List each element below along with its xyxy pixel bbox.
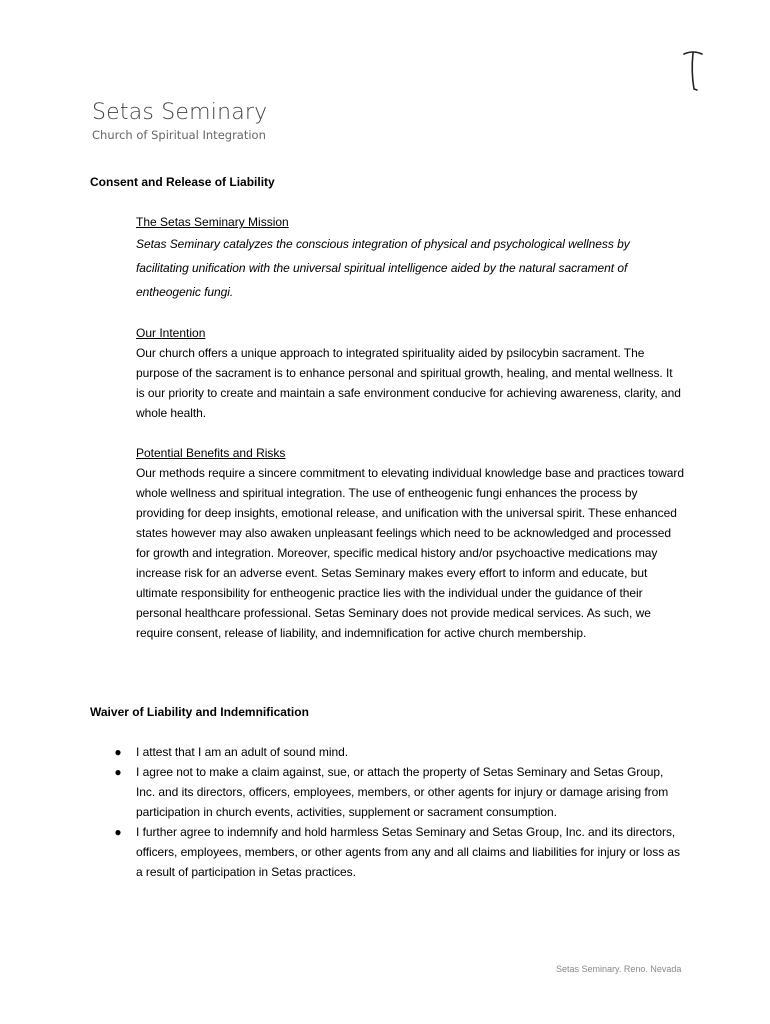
- logo: [92, 100, 267, 142]
- benefits-section: [136, 443, 684, 643]
- logo-name: Setas Seminary: [92, 100, 268, 125]
- benefits-title: Potential Benefits and Risks: [136, 446, 286, 460]
- footer-text: Setas Seminary. Reno. Nevada: [556, 964, 682, 974]
- bullet-icon: ●: [114, 745, 122, 759]
- waiver-item: [112, 742, 684, 762]
- waiver-item: [112, 762, 684, 822]
- waiver-heading: Waiver of Liability and Indemnification: [90, 705, 309, 719]
- waiver-item-text: I agree not to make a claim against, sue, or attach the property of Setas Seminary and Setas Group, Inc. and its directors, officers, employees, members, or other agents for injury or damage arising from participation in church events, activities, supplement or sacrament consumption.: [136, 765, 669, 819]
- waiver-item-text: I further agree to indemnify and hold harmless Setas Seminary and Setas Group, Inc. and its directors, officers, employees, members, or other agents from any and all claims and liabilities for injury or loss as a result of participation in Setas practices.: [136, 825, 680, 879]
- consent-heading: Consent and Release of Liability: [90, 175, 275, 189]
- mission-section: [136, 212, 684, 304]
- mission-text: Setas Seminary catalyzes the conscious integration of physical and psychological wellness by facilitating unification with the universal spiritual intelligence aided by the natural sacrament of entheogenic fungi.: [136, 237, 630, 299]
- waiver-item: [112, 822, 684, 882]
- setas-mark-icon: [682, 50, 704, 92]
- benefits-text: Our methods require a sincere commitment to elevating individual knowledge base and practices toward whole wellness and spiritual integration. The use of entheogenic fungi enhances the process by providing for deep insights, emotional release, and unification with the universal spirit. These enhanced states however may also awaken unpleasant feelings which need to be acknowledged and processed for growth and integration. Moreover, specific medical history and/or psychoactive medications may increase risk for an adverse event. Setas Seminary makes every effort to inform and educate, but ultimate responsibility for entheogenic practice lies with the individual under the guidance of their personal healthcare professional. Setas Seminary does not provide medical services. As such, we require consent, release of liability, and indemnification for active church membership.: [136, 466, 684, 640]
- waiver-item-text: I attest that I am an adult of sound mind.: [136, 745, 349, 759]
- intention-section: [136, 323, 684, 423]
- bullet-icon: ●: [114, 825, 122, 839]
- intention-text: Our church offers a unique approach to integrated spirituality aided by psilocybin sacrament. The purpose of the sacrament is to enhance personal and spiritual growth, healing, and mental wellness. It is our priority to create and maintain a safe environment conducive for achieving awareness, clarity, and whole health.: [136, 346, 681, 420]
- intention-title: Our Intention: [136, 326, 206, 340]
- mission-title: The Setas Seminary Mission: [136, 215, 289, 229]
- logo-tagline: Church of Spiritual Integration: [92, 128, 266, 142]
- waiver-list: [112, 742, 684, 882]
- bullet-icon: ●: [114, 765, 122, 779]
